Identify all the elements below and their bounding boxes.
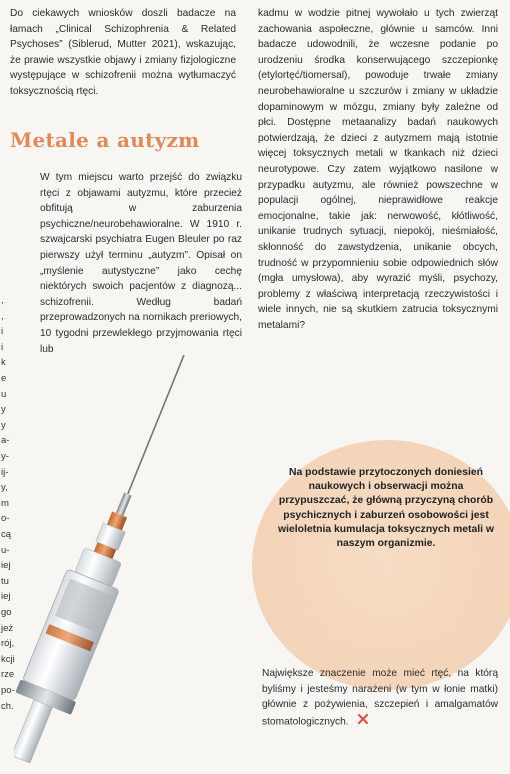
cropped-fragment: m [1, 497, 9, 509]
cropped-fragment: po- [1, 685, 15, 696]
cropped-fragment: iej [1, 560, 11, 572]
intro-paragraph: Do ciekawych wniosków doszli badacze na łamach „Clinical Schizophrenia & Related Psychoses” (Siblerud, Mutter 2021), wskazując, że prawie wszystkie objawy i zmiany fizjologiczne występujące w schizofrenii można wytłumaczyć toksycznością rtęci. [10, 8, 236, 97]
cropped-fragment: go [1, 607, 12, 618]
needle-hub [116, 493, 132, 516]
cropped-fragment: iej [1, 591, 11, 603]
cropped-fragment: , [1, 310, 4, 322]
cropped-fragment: y- [1, 451, 9, 462]
cropped-fragment: u- [1, 544, 10, 556]
cropped-fragment: , [1, 295, 4, 306]
cropped-fragment: kcji [1, 653, 15, 665]
cropped-fragment: e [1, 373, 7, 384]
cropped-fragment: i [1, 326, 4, 338]
cropped-fragment: jeż [1, 622, 14, 634]
cropped-fragment: k [1, 357, 6, 369]
section-heading: Metale a autyzm [10, 128, 200, 152]
cropped-fragment: tu [1, 575, 9, 587]
section-paragraph: W tym miejscu warto przejść do związku rtęci z objawami autyzmu, które przecież obfitują w zaburzenia psychiczne/neurobehawioralne. W 1910 r. szwajcarski psychiatra Eugen Bleuler po raz pierwszy użył terminu „autyzm”. Opisał on „myślenie autystyczne” jako cechę niektórych swoich pacjentów z diagnozą... schizofrenii. Według badań przeprowadzonych na nornikach preriowych, 10 tygodni przewlekłego przyjmowania rtęci lub [40, 172, 242, 355]
cropped-fragment: ch. [1, 700, 14, 712]
cropped-fragment: rój, [1, 638, 15, 650]
needle [128, 355, 184, 494]
cropped-fragment: o- [1, 513, 10, 525]
cropped-fragment: a- [1, 435, 10, 447]
cropped-fragment: rze [1, 669, 15, 681]
cropped-fragment: cą [1, 529, 12, 540]
cropped-fragment: y [1, 419, 6, 431]
syringe-plunger [14, 700, 52, 763]
cropped-fragment: y [1, 404, 6, 416]
x-mark-icon [357, 713, 369, 731]
cropped-fragment: ij- [1, 466, 9, 478]
closing-text: Największe znaczenie może mieć rtęć, na którą byliśmy i jesteśmy narażeni (w tym w łonie matki) głównie z pożywienia, szczepień i amalgamatów stomatologicznych. [262, 668, 498, 728]
cropped-fragment: y, [1, 482, 8, 494]
closing-paragraph [262, 666, 498, 730]
right-column-paragraph: kadmu w wodzie pitnej wywołało u tych zwierząt zachowania aspołeczne, głównie u samców. Inni badacze udowodnili, że wczesne podanie po urodzeniu środka konserwującego szczepionkę (etylortęć/tiomersal), powoduje trwałe zmiany neurobehawioralne u szczurów i zmiany w układzie dopaminowym w mózgu, zmiany były zależne od płci. Dostępne metaanalizy badań naukowych potwierdzają, że dzieci z autyzmem mają istotnie więcej toksycznych metali w tkankach niż dzieci neurotypowe. Czy zatem wyjątkowo nasilone w przypadku autyzmu, ale również powszechne w populacji ogólnej, nieprawidłowe reakcje emocjonalne, takie jak: nerwowość, kłótliwość, unikanie trudnych sytuacji, niepokój, nieśmiałość, skłonność do zawstydzenia, unikanie obcych, trudność w przypomnieniu sobie odpowiednich słów (mgła umysłowa), aby wyrazić myśli, psychozy, problemy z właściwą interpretacją rzeczywistości i wiele innych, nie są skutkiem zatrucia toksycznymi metalami? [258, 8, 498, 331]
cropped-fragment: u [1, 388, 7, 400]
pull-quote: Na podstawie przytoczonych doniesień naukowych i obserwacji można przypuszczać, że główną przyczyną chorób psychicznych i zaburzeń osobowości jest wieloletnia kumulacja toksycznych metali w naszym organizmie. [278, 467, 494, 550]
cropped-fragment: i [1, 341, 4, 353]
